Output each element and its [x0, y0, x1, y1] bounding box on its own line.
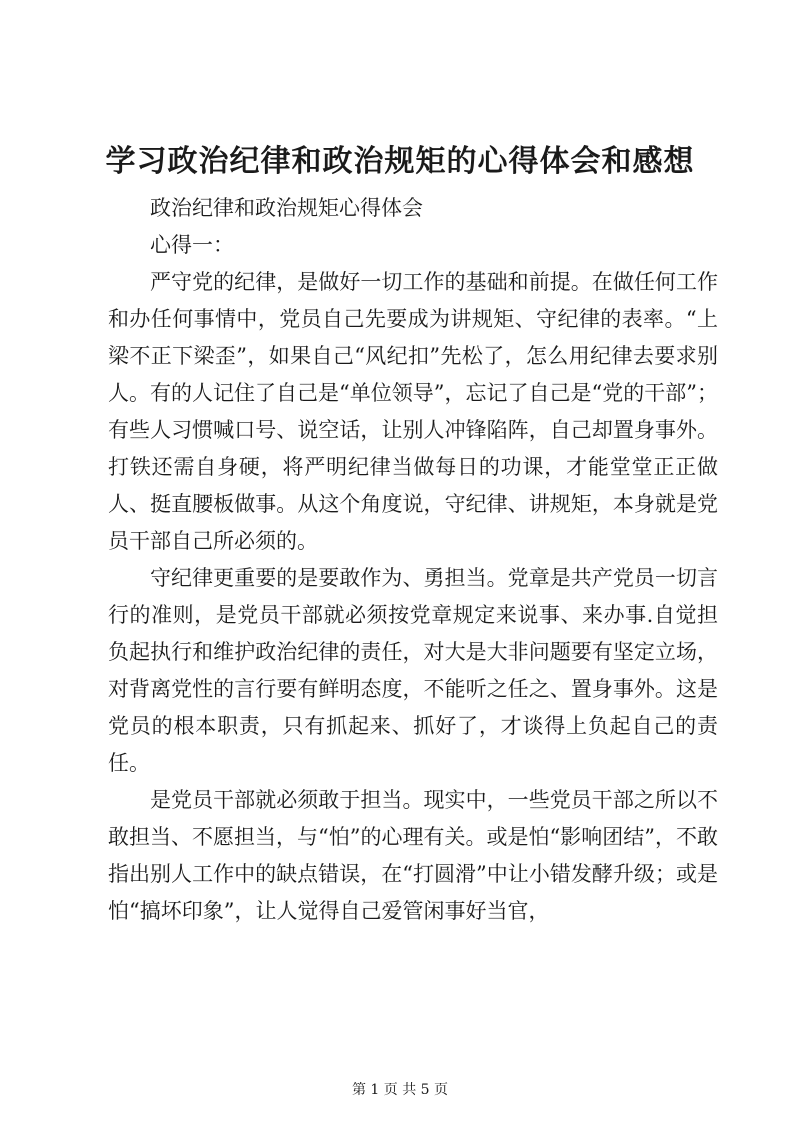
page-number-footer: 第 1 页 共 5 页: [351, 1082, 449, 1098]
body-paragraph: 守纪律更重要的是要敢作为、勇担当。党章是共产党员一切言行的准则，是党员干部就必须按党章规定来说事、来办事.自觉担负起执行和维护政治纪律的责任，对大是大非问题要有坚定立场，对背离党性的言行要有鲜明态度，不能听之任之、置身事外。这是党员的根本职责，只有抓起来、抓好了，才谈得上负起自己的责任。: [108, 566, 718, 775]
document-body: [108, 190, 718, 930]
subtitle-paragraph: 政治纪律和政治规矩心得体会: [150, 196, 423, 220]
body-paragraph: 是党员干部就必须敢于担当。现实中，一些党员干部之所以不敢担当、不愿担当，与“怕”的心理有关。或是怕“影响团结”，不敢指出别人工作中的缺点错误，在“打圆滑”中让小错发酵升级；或是怕“搞坏印象”，让人觉得自己爱管闲事好当官，: [108, 788, 718, 923]
section-heading-paragraph: 心得一：: [150, 233, 234, 257]
document-title: 学习政治纪律和政治规矩的心得体会和感想: [105, 144, 695, 179]
body-paragraph: 严守党的纪律，是做好一切工作的基础和前提。在做任何工作和办任何事情中，党员自己先要成为讲规矩、守纪律的表率。“上梁不正下梁歪”，如果自己“风纪扣”先松了，怎么用纪律去要求别人。有的人记住了自己是“单位领导”，忘记了自己是“党的干部”；有些人习惯喊口号、说空话，让别人冲锋陷阵，自己却置身事外。打铁还需自身硬，将严明纪律当做每日的功课，才能堂堂正正做人、挺直腰板做事。从这个角度说，守纪律、讲规矩，本身就是党员干部自己所必须的。: [108, 270, 718, 553]
